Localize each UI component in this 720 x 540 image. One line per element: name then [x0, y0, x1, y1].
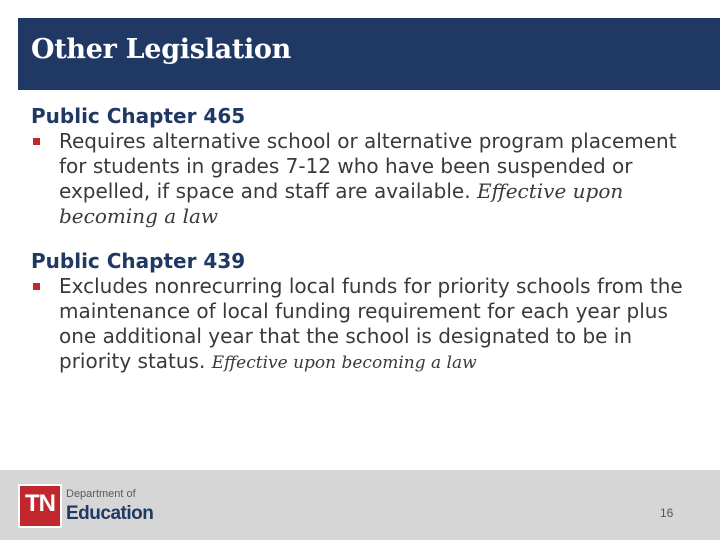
bullet-square-icon — [33, 283, 40, 290]
logo-department-text: Department of — [66, 488, 136, 500]
effective-note: Effective upon becoming a law — [59, 179, 624, 228]
tn-logo-text: TN — [25, 490, 55, 517]
section-pc-439 — [31, 249, 691, 376]
section-heading: Public Chapter 465 — [31, 104, 246, 128]
tn-education-logo — [18, 484, 154, 530]
section-heading: Public Chapter 439 — [31, 249, 246, 273]
slide-title: Other Legislation — [31, 34, 291, 65]
section-pc-465 — [31, 104, 691, 229]
bullet-text: Excludes nonrecurring local funds for priority schools from the maintenance of local funding requirement for each year plus one additional year that the school is designated to be in priority status. — [59, 274, 683, 373]
bullet-item — [31, 274, 691, 376]
logo-education-text: Education — [66, 503, 154, 524]
title-bar — [18, 18, 720, 90]
slide-content — [31, 104, 691, 396]
page-number: 16 — [660, 506, 674, 520]
effective-note: Effective upon becoming a law — [211, 353, 477, 373]
footer — [0, 470, 720, 540]
tn-logo-box — [18, 484, 62, 528]
bullet-item — [31, 129, 691, 229]
bullet-square-icon — [33, 138, 40, 145]
bullet-text: Requires alternative school or alternative program placement for students in grades 7-12 who have been suspended or expelled, if space and staff are available. — [59, 129, 677, 203]
